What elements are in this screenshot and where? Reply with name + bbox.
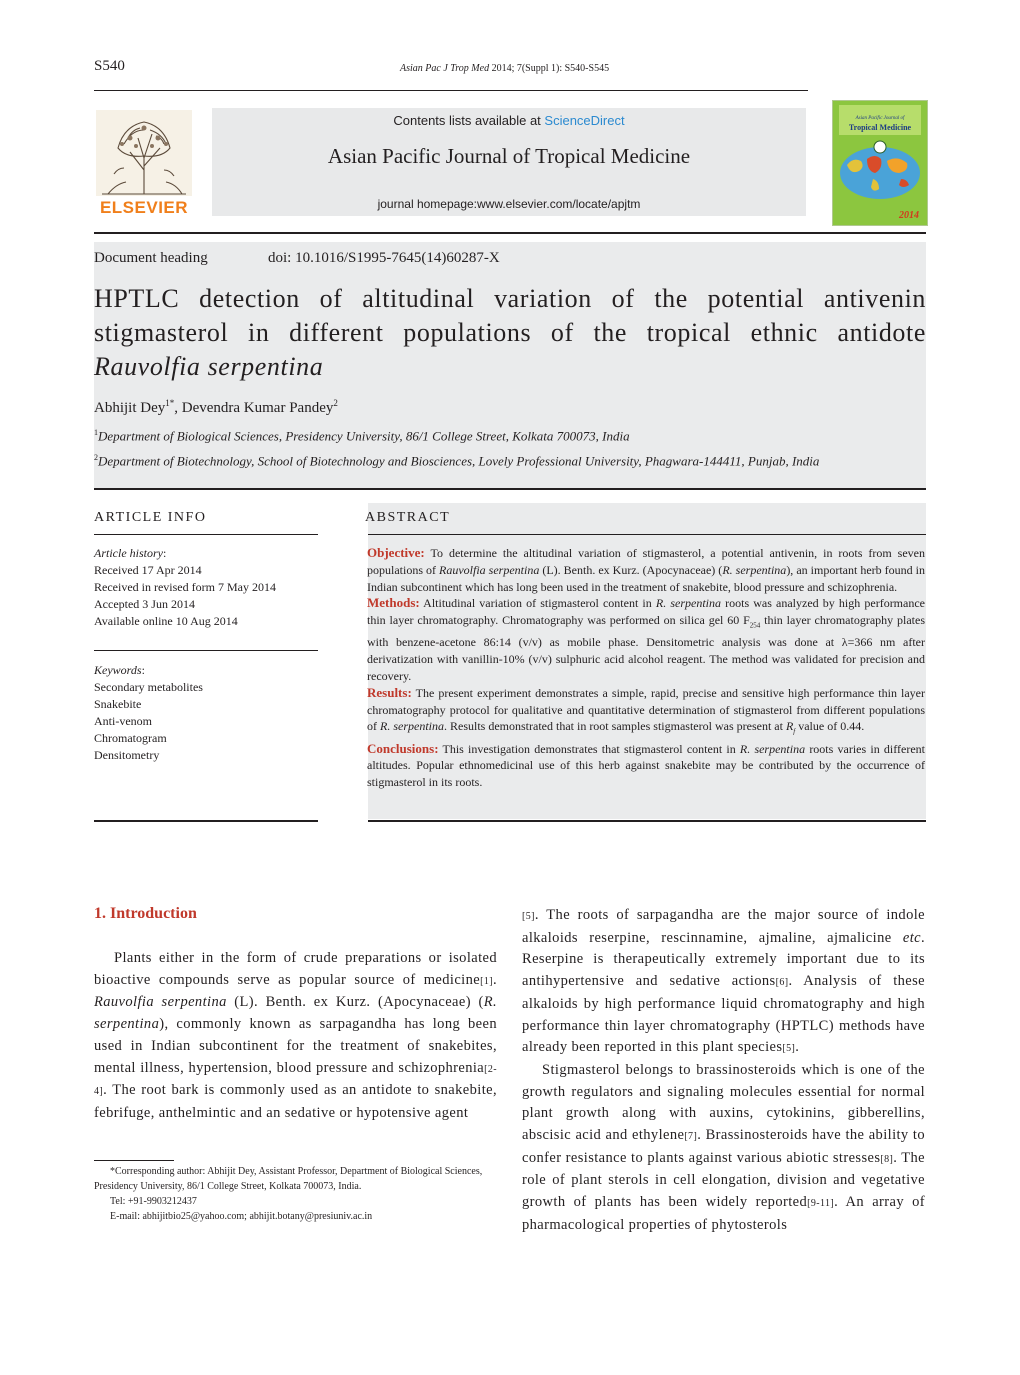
article-history-label [94,546,166,561]
results-rf-subscript: f [793,727,796,736]
running-head [400,63,609,74]
citation-ref[interactable]: [9-11] [807,1198,835,1210]
conclusions-text: roots varies in different altitudes. Popular ethnomedicinal use of this herb against snakebite may be contributed by the occurrence of stigmasterol in its roots. [367,741,926,790]
body-text: . Brassinosteroids have the ability to confer resistance to plants against various abiotic stresses [522,1127,925,1166]
species-name: Rauvolfia serpentina [94,994,227,1011]
title-species: Rauvolfia serpentina [94,352,324,381]
conclusions-species: R. serpentina [739,741,806,756]
received-date: Received 17 Apr 2014 [94,563,202,577]
document-heading: Document heading [94,250,208,266]
corresponding-author-footnote [94,1164,496,1224]
cover-title-small: Asian Pacific Journal of [855,116,905,121]
citation-ref[interactable]: [2-4] [94,1063,497,1098]
results-text: . Results demonstrated that in root samples stigmasterol was present at [444,719,786,734]
methods-species: R. serpentina [655,596,721,611]
body-text: . The role of plant sterols in cell elongation, division and vegetative growth of plants has been widely reported [522,1149,926,1211]
methods-text: roots was analyzed by high performance thin layer chromatography. Chromatography was performed on silica gel 60 F [367,596,925,628]
affiliation-2 [94,453,819,469]
history-label-colon: : [163,546,167,560]
body-column-left [94,948,497,1125]
elsevier-wordmark: ELSEVIER [99,198,189,217]
abstract-results [367,685,925,741]
affiliation-text: Department of Biological Sciences, Presidency University, 86/1 College Street, Kolkata 700073, India [98,428,630,444]
abstract-conclusions [367,741,925,791]
citation-ref[interactable]: [8] [880,1153,894,1165]
footnote-corresponding: *Corresponding author: Abhijit Dey, Assistant Professor, Department of Biological Sciences, Presidency University, 86/1 College Street, Kolkata 700073, India. [94,1166,483,1192]
footnote-rule [94,1160,174,1161]
objective-species: Rauvolfia serpentina [439,562,540,577]
affiliation-mark: 2 [94,453,98,462]
keyword-item: Chromatogram [94,731,167,745]
results-rf: R [785,719,794,734]
body-paragraph-1-continued [522,905,925,1060]
body-text: . The root bark is commonly used as an antidote to snakebite, febrifuge, anthelmintic and an sedative or hypotensive agent [94,1082,497,1121]
paper-title [94,282,926,384]
results-text: value of 0.44. [795,719,865,734]
abstract-objective [367,545,925,595]
author-separator: , [174,400,182,416]
heading-rule [94,488,926,490]
etc-text: etc [902,929,921,946]
section-heading-introduction: 1. Introduction [94,905,197,922]
objective-label: Objective: [367,545,425,560]
body-text: ), commonly known as sarpagandha has long been used in Indian subcontinent for the treatment of snakebites, mental illness, hypertension, blood pressure and schizophrenia [94,1016,497,1076]
objective-text: (L). Benth. ex Kurz. (Apocynaceae) ( [539,562,723,577]
body-paragraph-1 [94,948,497,1125]
body-text: . [795,1039,800,1056]
masthead-rule [94,232,926,234]
body-text: . [492,971,497,988]
species-abbr: R. serpentina [94,994,497,1033]
journal-name: Asian Pacific Journal of Tropical Medicine [327,144,691,168]
title-main: detection of altitudinal variation of the potential antivenin stigmasterol in different populations of the tropical ethnic antidote [94,284,926,347]
online-date: Available online 10 Aug 2014 [94,614,238,628]
abstract-heading: ABSTRACT [365,510,451,525]
citation-ref[interactable]: [1] [480,975,493,987]
author-marks: 1* [165,398,175,408]
masthead-box [212,108,806,216]
cover-title-big: Tropical Medicine [848,123,912,132]
citation-ref[interactable]: [5] [522,911,535,922]
results-species: R. serpentina [380,719,444,734]
accepted-date: Accepted 3 Jun 2014 [94,597,195,611]
author-marks: 2 [333,398,338,408]
body-text: . An array of pharmacological properties of phytosterols [522,1194,925,1233]
author-list [94,398,338,417]
sciencedirect-link[interactable]: ScienceDirect [544,113,625,128]
doi[interactable]: doi: 10.1016/S1995-7645(14)60287-X [268,250,500,266]
body-paragraph-2 [522,1060,925,1237]
abstract-bottom-rule [368,820,926,822]
footnote-tel: Tel: +91-9903212437 [110,1196,197,1207]
abstract-body [367,545,925,791]
journal-homepage[interactable]: journal homepage:www.elsevier.com/locate/apjtm [377,197,641,211]
methods-subscript: 254 [749,621,761,630]
article-info-heading: ARTICLE INFO [94,510,207,525]
top-rule [94,90,808,91]
article-info-bottom-rule [94,820,318,822]
body-column-right [522,905,925,1237]
methods-text: Altitudinal variation of stigmasterol content in [419,596,656,611]
article-info-divider [94,650,318,651]
revised-date: Received in revised form 7 May 2014 [94,580,276,594]
keyword-item: Secondary metabolites [94,680,203,694]
citation-ref[interactable]: [7] [684,1131,698,1143]
body-text: Plants either in the form of crude preparations or isolated bioactive compounds serve as popular source of medicine [94,950,497,988]
footnote-email[interactable]: E-mail: abhijitbio25@yahoo.com; abhijit.botany@presiuniv.ac.in [110,1211,373,1222]
page-number: S540 [94,58,125,74]
objective-species-abbr: R. serpentina [722,562,787,577]
author-name: Abhijit Dey [94,400,166,416]
contents-line [212,113,806,128]
abstract-rule [368,534,926,535]
conclusions-text: This investigation demonstrates that stigmasterol content in [438,741,740,756]
objective-text: ), an important herb found in Indian subcontinent which has long been used in the treatment of snakebite, blood pressure and schizophrenia. [367,562,925,594]
affiliation-text: Department of Biotechnology, School of Biotechnology and Biosciences, Lovely Professional University, Phagwara-144411, Punjab, India [98,453,820,469]
running-head-journal: Asian Pac J Trop Med [400,63,490,74]
methods-text: thin layer chromatography plates with benzene-acetone 86:14 (v/v) as mobile phase. Densitometric analysis was done at λ=366 nm after derivatization with vanillin-10% (v/v) sulphuric acid alcohol reagent. The method was validated for precision and recovery. [367,613,926,683]
abstract-methods [367,595,925,684]
objective-text: To determine the altitudinal variation of stigmasterol, a potential antivenin, in roots from seven populations of [367,546,925,577]
body-text: . Analysis of these alkaloids by high performance liquid chromatography and high performance thin layer chromatography (HPTLC) methods have already been reported in this plant species [522,973,925,1056]
conclusions-label: Conclusions: [367,740,439,756]
body-text: . Reserpine is therapeutically extremely important due to its antihypertensive and sedative actions [522,929,925,990]
methods-label: Methods: [367,595,420,611]
elsevier-tree-icon [94,108,194,198]
citation-ref[interactable]: [6] [775,977,789,989]
journal-cover [832,100,928,226]
affiliation-mark: 1 [94,428,98,437]
body-text: Stigmasterol belongs to brassinosteroids which is one of the growth regulators and signaling molecules essential for normal plant growth along with auxins, cytokinins, gibberellins, abscisic acid and ethylene [522,1061,925,1144]
elsevier-logo [94,108,194,218]
contents-prefix: Contents lists available at [393,113,545,128]
title-acronym: HPTLC [94,284,180,313]
keyword-item: Densitometry [94,748,160,762]
affiliation-1 [94,428,630,444]
article-info-rule [94,534,318,535]
keywords-label-text: Keywords [94,663,142,677]
running-head-citation: 2014; 7(Suppl 1): S540-S545 [491,63,610,74]
results-text: The present experiment demonstrates a simple, rapid, precise and sensitive high performance thin layer chromatography protocol for qualitative and quantitative determination of stigmasterol from different populations of [367,685,925,734]
results-label: Results: [367,684,412,700]
keyword-item: Snakebite [94,697,142,711]
citation-ref[interactable]: [5] [782,1043,796,1055]
history-label-text: Article history [94,546,163,560]
body-text: (L). Benth. ex Kurz. (Apocynaceae) ( [226,994,484,1011]
body-text: . The roots of sarpagandha are the major source of indole alkaloids reserpine, rescinnamine, ajmaline, ajmalicine [522,907,925,946]
author-name: Devendra Kumar Pandey [181,400,334,416]
cover-year: 2014 [899,210,919,221]
keywords-label [94,663,145,678]
keywords-label-colon: : [141,663,145,677]
keyword-item: Anti-venom [94,714,152,728]
